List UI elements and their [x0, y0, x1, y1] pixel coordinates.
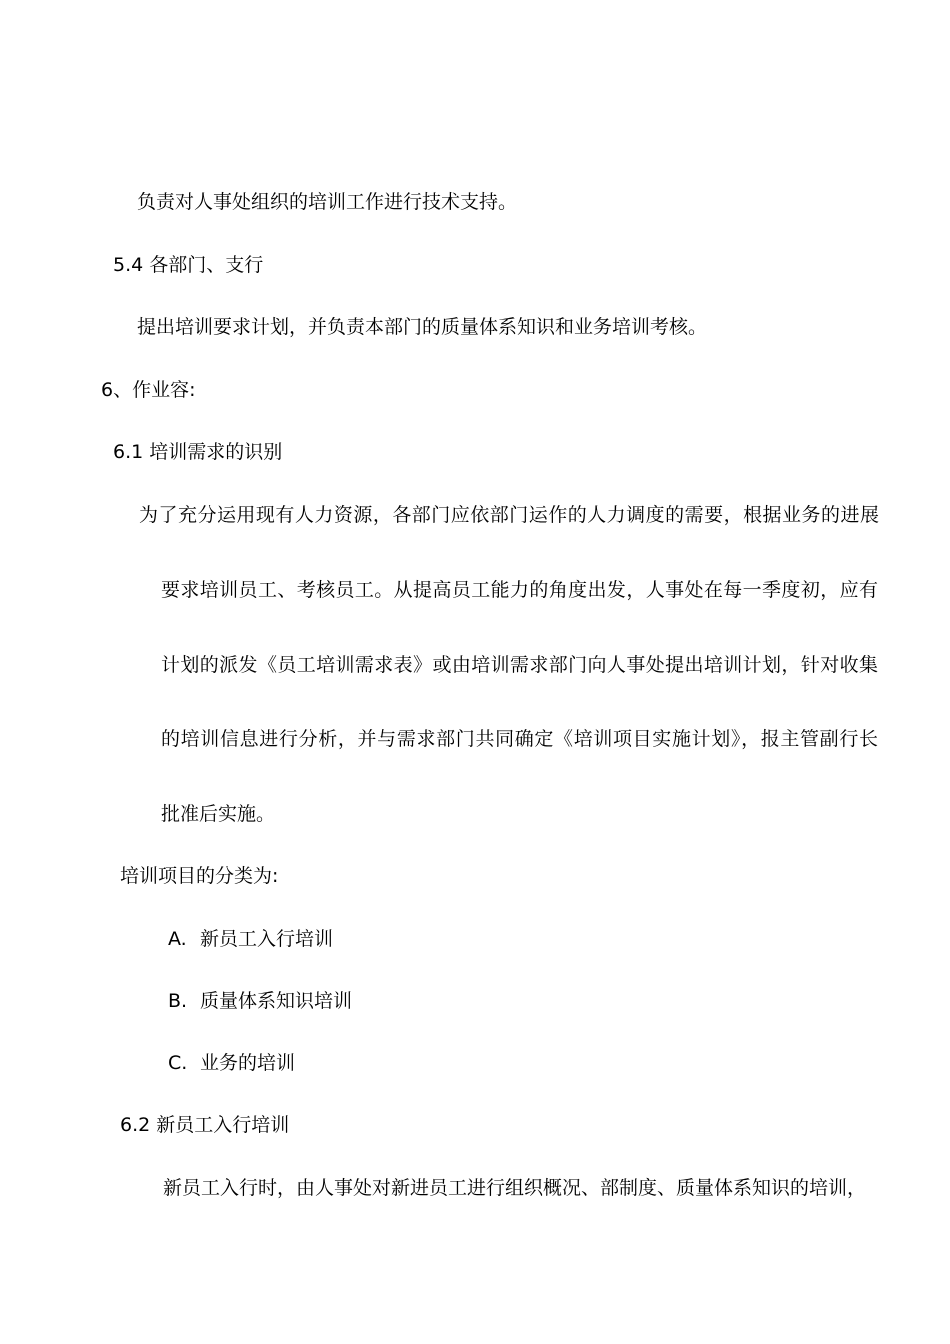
heading-6: 6、作业容: — [101, 379, 196, 401]
paragraph-6-1-line: 批准后实施。 — [161, 803, 276, 825]
list-item-text: 新员工入行培训 — [200, 928, 334, 950]
paragraph-6-1-line: 的培训信息进行分析，并与需求部门共同确定《培训项目实施计划》，报主管副行长 — [161, 728, 878, 750]
heading-6-2: 6.2 新员工入行培训 — [120, 1114, 290, 1136]
list-item — [168, 926, 333, 952]
paragraph-6-1-line: 计划的派发《员工培训需求表》或由培训需求部门向人事处提出培训计划，针对收集 — [161, 654, 878, 676]
paragraph-6-1-line: 为了充分运用现有人力资源，各部门应依部门运作的人力调度的需要，根据业务的进展 — [139, 504, 879, 526]
paragraph-categories-intro: 培训项目的分类为: — [120, 865, 279, 887]
list-item — [168, 1050, 295, 1076]
list-marker: A. — [168, 928, 187, 950]
paragraph-6-2-line: 新员工入行时，由人事处对新进员工进行组织概况、部制度、质量体系知识的培训， — [163, 1177, 867, 1199]
list-item-text: 业务的培训 — [200, 1052, 296, 1074]
list-marker: C. — [168, 1052, 188, 1074]
list-marker: B. — [168, 990, 188, 1012]
heading-5-4: 5.4 各部门、支行 — [113, 254, 264, 276]
heading-6-1: 6.1 培训需求的识别 — [113, 441, 283, 463]
paragraph-5-3-body: 负责对人事处组织的培训工作进行技术支持。 — [137, 191, 518, 213]
paragraph-6-1-line: 要求培训员工、考核员工。从提高员工能力的角度出发，人事处在每一季度初，应有 — [161, 579, 878, 601]
paragraph-5-4-body: 提出培训要求计划，并负责本部门的质量体系知识和业务培训考核。 — [137, 316, 708, 338]
list-item — [168, 988, 352, 1014]
list-item-text: 质量体系知识培训 — [200, 990, 353, 1012]
